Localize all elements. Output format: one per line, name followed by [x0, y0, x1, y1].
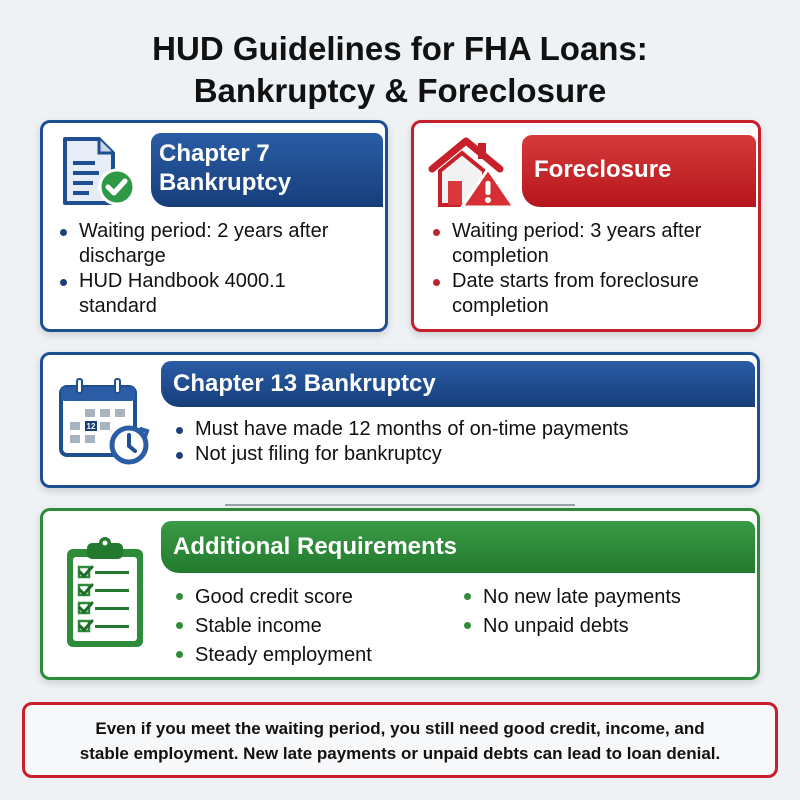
bullet: HUD Handbook 4000.1 standard [57, 269, 287, 319]
foreclosure-title: Foreclosure [534, 156, 672, 183]
title-line-1: HUD Guidelines for FHA Loans: [152, 30, 648, 67]
calendar-clock-icon [57, 377, 153, 469]
chapter-7-bullets [57, 219, 382, 319]
chapter-13-title: Chapter 13 Bankruptcy [173, 370, 436, 397]
additional-requirements-header [161, 521, 755, 573]
page-title [0, 28, 800, 112]
house-warning-icon [426, 135, 518, 211]
svg-text:12: 12 [86, 422, 96, 431]
bullet: Date starts from foreclosure completion [430, 269, 755, 319]
bullet: Good credit score [173, 583, 433, 612]
bullet: No unpaid debts [461, 612, 751, 641]
section-divider [225, 504, 575, 506]
document-check-icon [61, 135, 139, 207]
foreclosure-header [522, 135, 756, 207]
additional-bullets-right [461, 583, 751, 641]
chapter-13-card [40, 352, 760, 488]
warning-note [22, 702, 778, 778]
bullet: Waiting period: 3 years after completion [430, 219, 755, 269]
additional-requirements-card [40, 508, 760, 680]
bullet: Stable income [173, 612, 433, 641]
chapter-7-title-line-2: Bankruptcy [159, 169, 292, 196]
chapter-13-bullets [173, 417, 753, 467]
note-line-1: Even if you meet the waiting period, you still need good credit, income, and [95, 719, 705, 738]
chapter-7-title-line-1: Chapter 7 [159, 140, 270, 167]
additional-bullets-left [173, 583, 433, 670]
foreclosure-bullets [430, 219, 755, 319]
bullet: Must have made 12 months of on-time payments [173, 417, 753, 442]
foreclosure-card [411, 120, 761, 332]
clipboard-checklist-icon [63, 535, 147, 651]
bullet: Steady employment [173, 641, 433, 670]
additional-requirements-title: Additional Requirements [173, 533, 458, 560]
note-line-2: stable employment. New late payments or unpaid debts can lead to loan denial. [79, 744, 721, 763]
bullet: Not just filing for bankruptcy [173, 442, 753, 467]
bullet: No new late payments [461, 583, 751, 612]
chapter-7-header [151, 133, 383, 207]
chapter-7-card [40, 120, 388, 332]
bullet: Waiting period: 2 years after discharge [57, 219, 382, 269]
chapter-13-header [161, 361, 755, 407]
title-line-2: Bankruptcy & Foreclosure [193, 72, 607, 109]
